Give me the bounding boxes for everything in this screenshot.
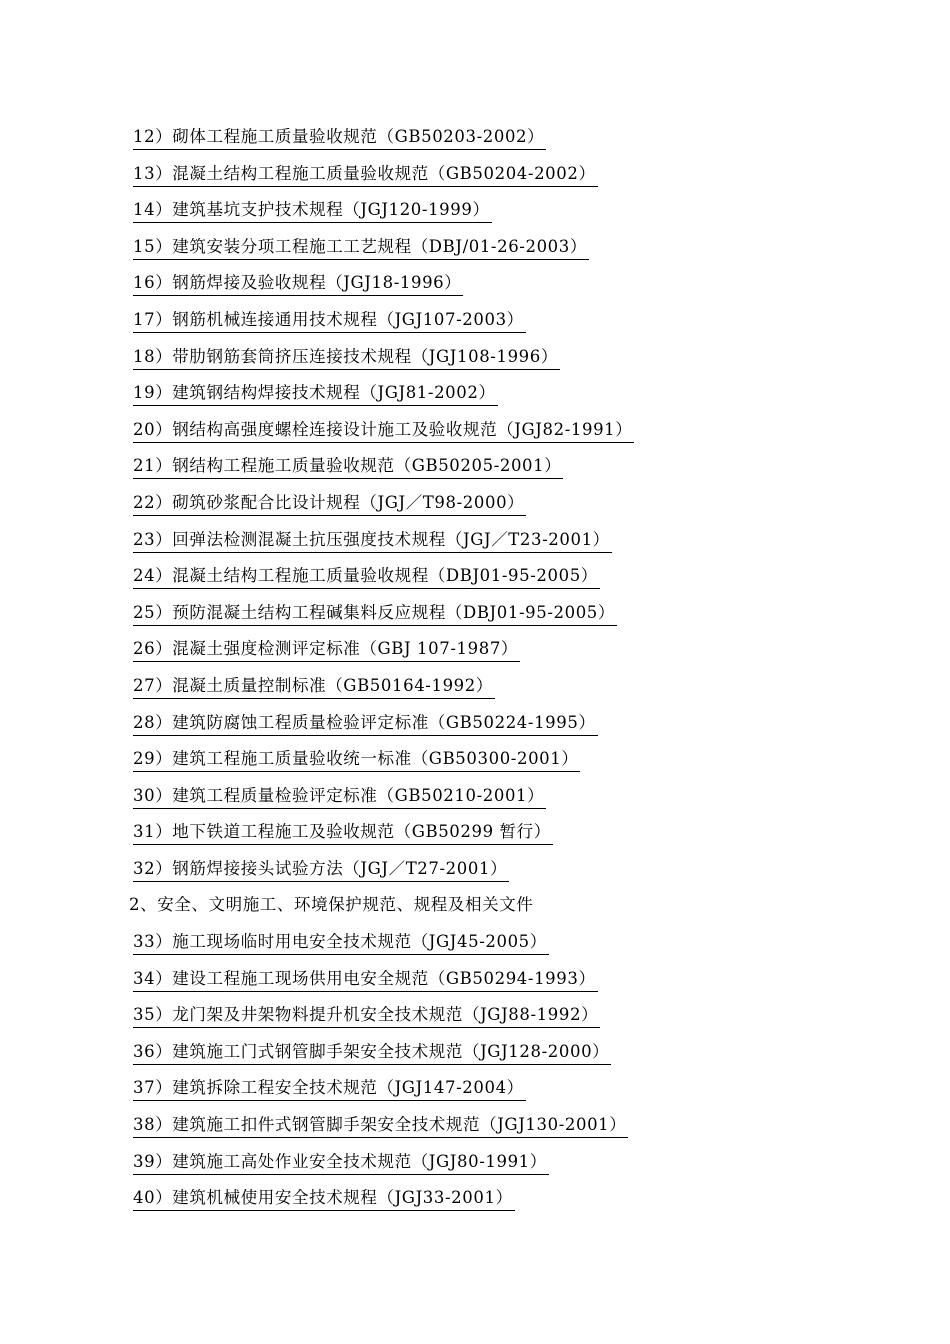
list-item: 29）建筑工程施工质量验收统一标准（GB50300-2001） bbox=[133, 745, 893, 782]
list-item: 15）建筑安装分项工程施工工艺规程（DBJ/01-26-2003） bbox=[133, 233, 893, 270]
list-item: 23）回弹法检测混凝土抗压强度技术规程（JGJ／T23-2001） bbox=[133, 526, 893, 563]
list-item: 33）施工现场临时用电安全技术规范（JGJ45-2005） bbox=[133, 928, 893, 965]
list-item: 37）建筑拆除工程安全技术规范（JGJ147-2004） bbox=[133, 1074, 893, 1111]
list-item: 26）混凝土强度检测评定标准（GBJ 107-1987） bbox=[133, 635, 893, 672]
section-heading: 2、安全、文明施工、环境保护规范、规程及相关文件 bbox=[129, 895, 534, 915]
list-item: 24）混凝土结构工程施工质量验收规程（DBJ01-95-2005） bbox=[133, 562, 893, 599]
list-item: 27）混凝土质量控制标准（GB50164-1992） bbox=[133, 672, 893, 709]
list-item: 32）钢筋焊接接头试验方法（JGJ／T27-2001） bbox=[133, 855, 893, 892]
list-item: 25）预防混凝土结构工程碱集料反应规程（DBJ01-95-2005） bbox=[133, 599, 893, 636]
list-item: 14）建筑基坑支护技术规程（JGJ120-1999） bbox=[133, 196, 893, 233]
list-item: 38）建筑施工扣件式钢管脚手架安全技术规范（JGJ130-2001） bbox=[133, 1111, 893, 1148]
standards-list bbox=[129, 123, 893, 1221]
list-item: 16）钢筋焊接及验收规程（JGJ18-1996） bbox=[133, 269, 893, 306]
list-item: 40）建筑机械使用安全技术规程（JGJ33-2001） bbox=[133, 1184, 893, 1221]
list-item: 36）建筑施工门式钢管脚手架安全技术规范（JGJ128-2000） bbox=[133, 1038, 893, 1075]
list-item: 20）钢结构高强度螺栓连接设计施工及验收规范（JGJ82-1991） bbox=[133, 416, 893, 453]
list-item: 13）混凝土结构工程施工质量验收规范（GB50204-2002） bbox=[133, 160, 893, 197]
list-item: 12）砌体工程施工质量验收规范（GB50203-2002） bbox=[133, 123, 893, 160]
list-item: 22）砌筑砂浆配合比设计规程（JGJ／T98-2000） bbox=[133, 489, 893, 526]
list-item: 30）建筑工程质量检验评定标准（GB50210-2001） bbox=[133, 782, 893, 819]
list-item: 18）带肋钢筋套筒挤压连接技术规程（JGJ108-1996） bbox=[133, 343, 893, 380]
list-item: 19）建筑钢结构焊接技术规程（JGJ81-2002） bbox=[133, 379, 893, 416]
list-item: 21）钢结构工程施工质量验收规范（GB50205-2001） bbox=[133, 452, 893, 489]
list-item: 17）钢筋机械连接通用技术规程（JGJ107-2003） bbox=[133, 306, 893, 343]
list-item: 34）建设工程施工现场供用电安全规范（GB50294-1993） bbox=[133, 965, 893, 1002]
list-item: 31）地下铁道工程施工及验收规范（GB50299 暂行） bbox=[133, 818, 893, 855]
list-item: 28）建筑防腐蚀工程质量检验评定标准（GB50224-1995） bbox=[133, 709, 893, 746]
list-item: 39）建筑施工高处作业安全技术规范（JGJ80-1991） bbox=[133, 1148, 893, 1185]
list-item: 35）龙门架及井架物料提升机安全技术规范（JGJ88-1992） bbox=[133, 1001, 893, 1038]
